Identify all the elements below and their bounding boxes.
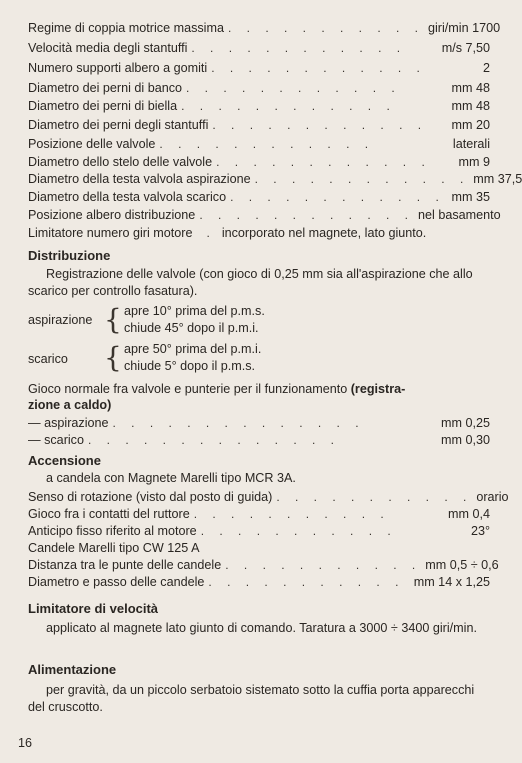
spec-row: [28, 506, 490, 523]
spec-value: 23°: [470, 524, 490, 538]
spec-value: 2: [482, 61, 490, 75]
spec-label: Distanza tra le punte delle candele: [28, 558, 222, 572]
leader-dots: . . . . . . . . . . .: [200, 524, 397, 538]
scarico-close: chiude 5° dopo il p.m.s.: [124, 359, 256, 373]
section-heading-limitatore: Limitatore di velocità: [28, 601, 159, 616]
spec-value: mm 0,4: [448, 507, 490, 521]
spec-value: mm 14 x 1,25: [413, 575, 490, 589]
spec-value: mm 37,5: [473, 172, 522, 186]
spec-row: [28, 523, 490, 540]
gioco-bold-1: (registra-: [350, 382, 406, 396]
leader-dots: . . . . . . . . . . . . . .: [87, 433, 341, 447]
spec-value: orario: [476, 490, 509, 504]
spec-row: [28, 80, 490, 97]
spec-label: Diametro dello stelo delle valvole: [28, 155, 213, 169]
spec-row: [28, 117, 490, 134]
spec-value: mm 20: [451, 118, 490, 132]
spec-label: Diametro dei perni degli stantuffi: [28, 118, 209, 132]
spec-row: [28, 189, 490, 206]
aspirazione-label: aspirazione: [28, 313, 93, 327]
leader-dots: .: [206, 226, 216, 240]
spec-value: mm 0,30: [441, 433, 490, 447]
spec-row: [28, 171, 522, 188]
spec-label: Diametro della testa valvola scarico: [28, 190, 227, 204]
spec-row: [28, 557, 499, 574]
gioco-line-1: [28, 381, 405, 398]
leader-dots: . . . . . . . . . . .: [276, 490, 473, 504]
spec-row: [28, 574, 490, 591]
leader-dots: . . . . . . . . . . .: [225, 558, 422, 572]
spec-label: Gioco fra i contatti del ruttore: [28, 507, 190, 521]
spec-label: — scarico: [28, 433, 84, 447]
leader-dots: . . . . . . . . . . . .: [230, 190, 445, 204]
leader-dots: . . . . . . . . . . .: [193, 507, 390, 521]
spec-value: mm 9: [458, 155, 490, 169]
spec-label: Numero supporti albero a gomiti: [28, 61, 208, 75]
leader-dots: . . . . . . . . . . . .: [216, 155, 431, 169]
spec-row: [28, 20, 501, 37]
spec-row: [28, 489, 509, 506]
accensione-intro: a candela con Magnete Marelli tipo MCR 3A.: [46, 471, 296, 485]
spec-row: [28, 432, 490, 449]
spec-row: [28, 207, 501, 224]
spec-label: Diametro dei perni di biella: [28, 99, 178, 113]
spec-label: Anticipo fisso riferito al motore: [28, 524, 197, 538]
spec-label: Regime di coppia motrice massima: [28, 21, 224, 35]
spec-value: mm 48: [451, 99, 490, 113]
spec-value: mm 35: [451, 190, 490, 204]
distribuzione-intro: Registrazione delle valvole (con gioco di 0,25 mm sia all'aspirazione che allo scarico per controllo fasatura).: [28, 267, 473, 298]
section-heading-accensione: Accensione: [28, 453, 101, 468]
spec-label: Posizione albero distribuzione: [28, 208, 196, 222]
scarico-label: scarico: [28, 352, 68, 366]
scarico-open: apre 50° prima del p.m.i.: [124, 342, 262, 356]
spec-row: [28, 98, 490, 115]
leader-dots: . . . . . . . . . . . .: [191, 41, 407, 55]
section-heading-alimentazione: Alimentazione: [28, 662, 117, 677]
section-heading-distribuzione: Distribuzione: [28, 248, 111, 263]
spec-value: mm 48: [451, 81, 490, 95]
spec-value: m/s 7,50: [441, 41, 490, 55]
brace: {: [104, 303, 122, 336]
leader-dots: . . . . . . . . . . .: [227, 21, 424, 35]
spec-row: [28, 154, 490, 171]
spec-row: [28, 40, 490, 57]
spec-value: incorporato nel magnete, lato giunto.: [221, 226, 427, 240]
leader-dots: . . . . . . . . . . . .: [211, 61, 426, 75]
spec-row: [28, 60, 490, 77]
aspirazione-open: apre 10° prima del p.m.s.: [124, 304, 265, 318]
spec-label: Diametro e passo delle candele: [28, 575, 205, 589]
leader-dots: . . . . . . . . . . . .: [212, 118, 428, 132]
spec-value: giri/min 1700: [428, 21, 501, 35]
leader-dots: . . . . . . . . . . . .: [199, 208, 415, 222]
leader-dots: . . . . . . . . . . .: [208, 575, 405, 589]
spec-label: Posizione delle valvole: [28, 137, 156, 151]
scarico-timing: [28, 341, 328, 375]
spec-label: Diametro della testa valvola aspirazione: [28, 172, 251, 186]
spec-row: [28, 225, 490, 242]
candele-type: Candele Marelli tipo CW 125 A: [28, 541, 200, 555]
spec-row: [28, 136, 490, 153]
spec-label: Diametro dei perni di banco: [28, 81, 183, 95]
spec-value: nel basamento: [418, 208, 501, 222]
spec-label: Senso di rotazione (visto dal posto di guida): [28, 490, 273, 504]
spec-label: Limitatore numero giri motore: [28, 226, 193, 240]
spec-row: [28, 415, 490, 432]
brace: {: [104, 341, 122, 374]
leader-dots: . . . . . . . . . . . .: [159, 137, 375, 151]
limitatore-text: applicato al magnete lato giunto di comando. Taratura a 3000 ÷ 3400 giri/min.: [46, 621, 477, 635]
spec-value: mm 0,5 ÷ 0,6: [425, 558, 499, 572]
gioco-text: Gioco normale fra valvole e punterie per il funzionamento: [28, 382, 348, 396]
leader-dots: . . . . . . . . . . . .: [186, 81, 401, 95]
leader-dots: . . . . . . . . . . . .: [254, 172, 470, 186]
spec-value: laterali: [452, 137, 490, 151]
leader-dots: . . . . . . . . . . . . . .: [112, 416, 365, 430]
gioco-bold-2: zione a caldo): [28, 398, 112, 412]
spec-value: mm 0,25: [441, 416, 490, 430]
aspirazione-timing: [28, 303, 328, 337]
alimentazione-text: per gravità, da un piccolo serbatoio sistemato sotto la cuffia porta apparecchi del cruscotto.: [28, 683, 475, 714]
spec-label: — aspirazione: [28, 416, 109, 430]
aspirazione-close: chiude 45° dopo il p.m.i.: [124, 321, 259, 335]
page-number: 16: [18, 736, 33, 750]
spec-label: Velocità media degli stantuffi: [28, 41, 188, 55]
leader-dots: . . . . . . . . . . . .: [181, 99, 396, 113]
